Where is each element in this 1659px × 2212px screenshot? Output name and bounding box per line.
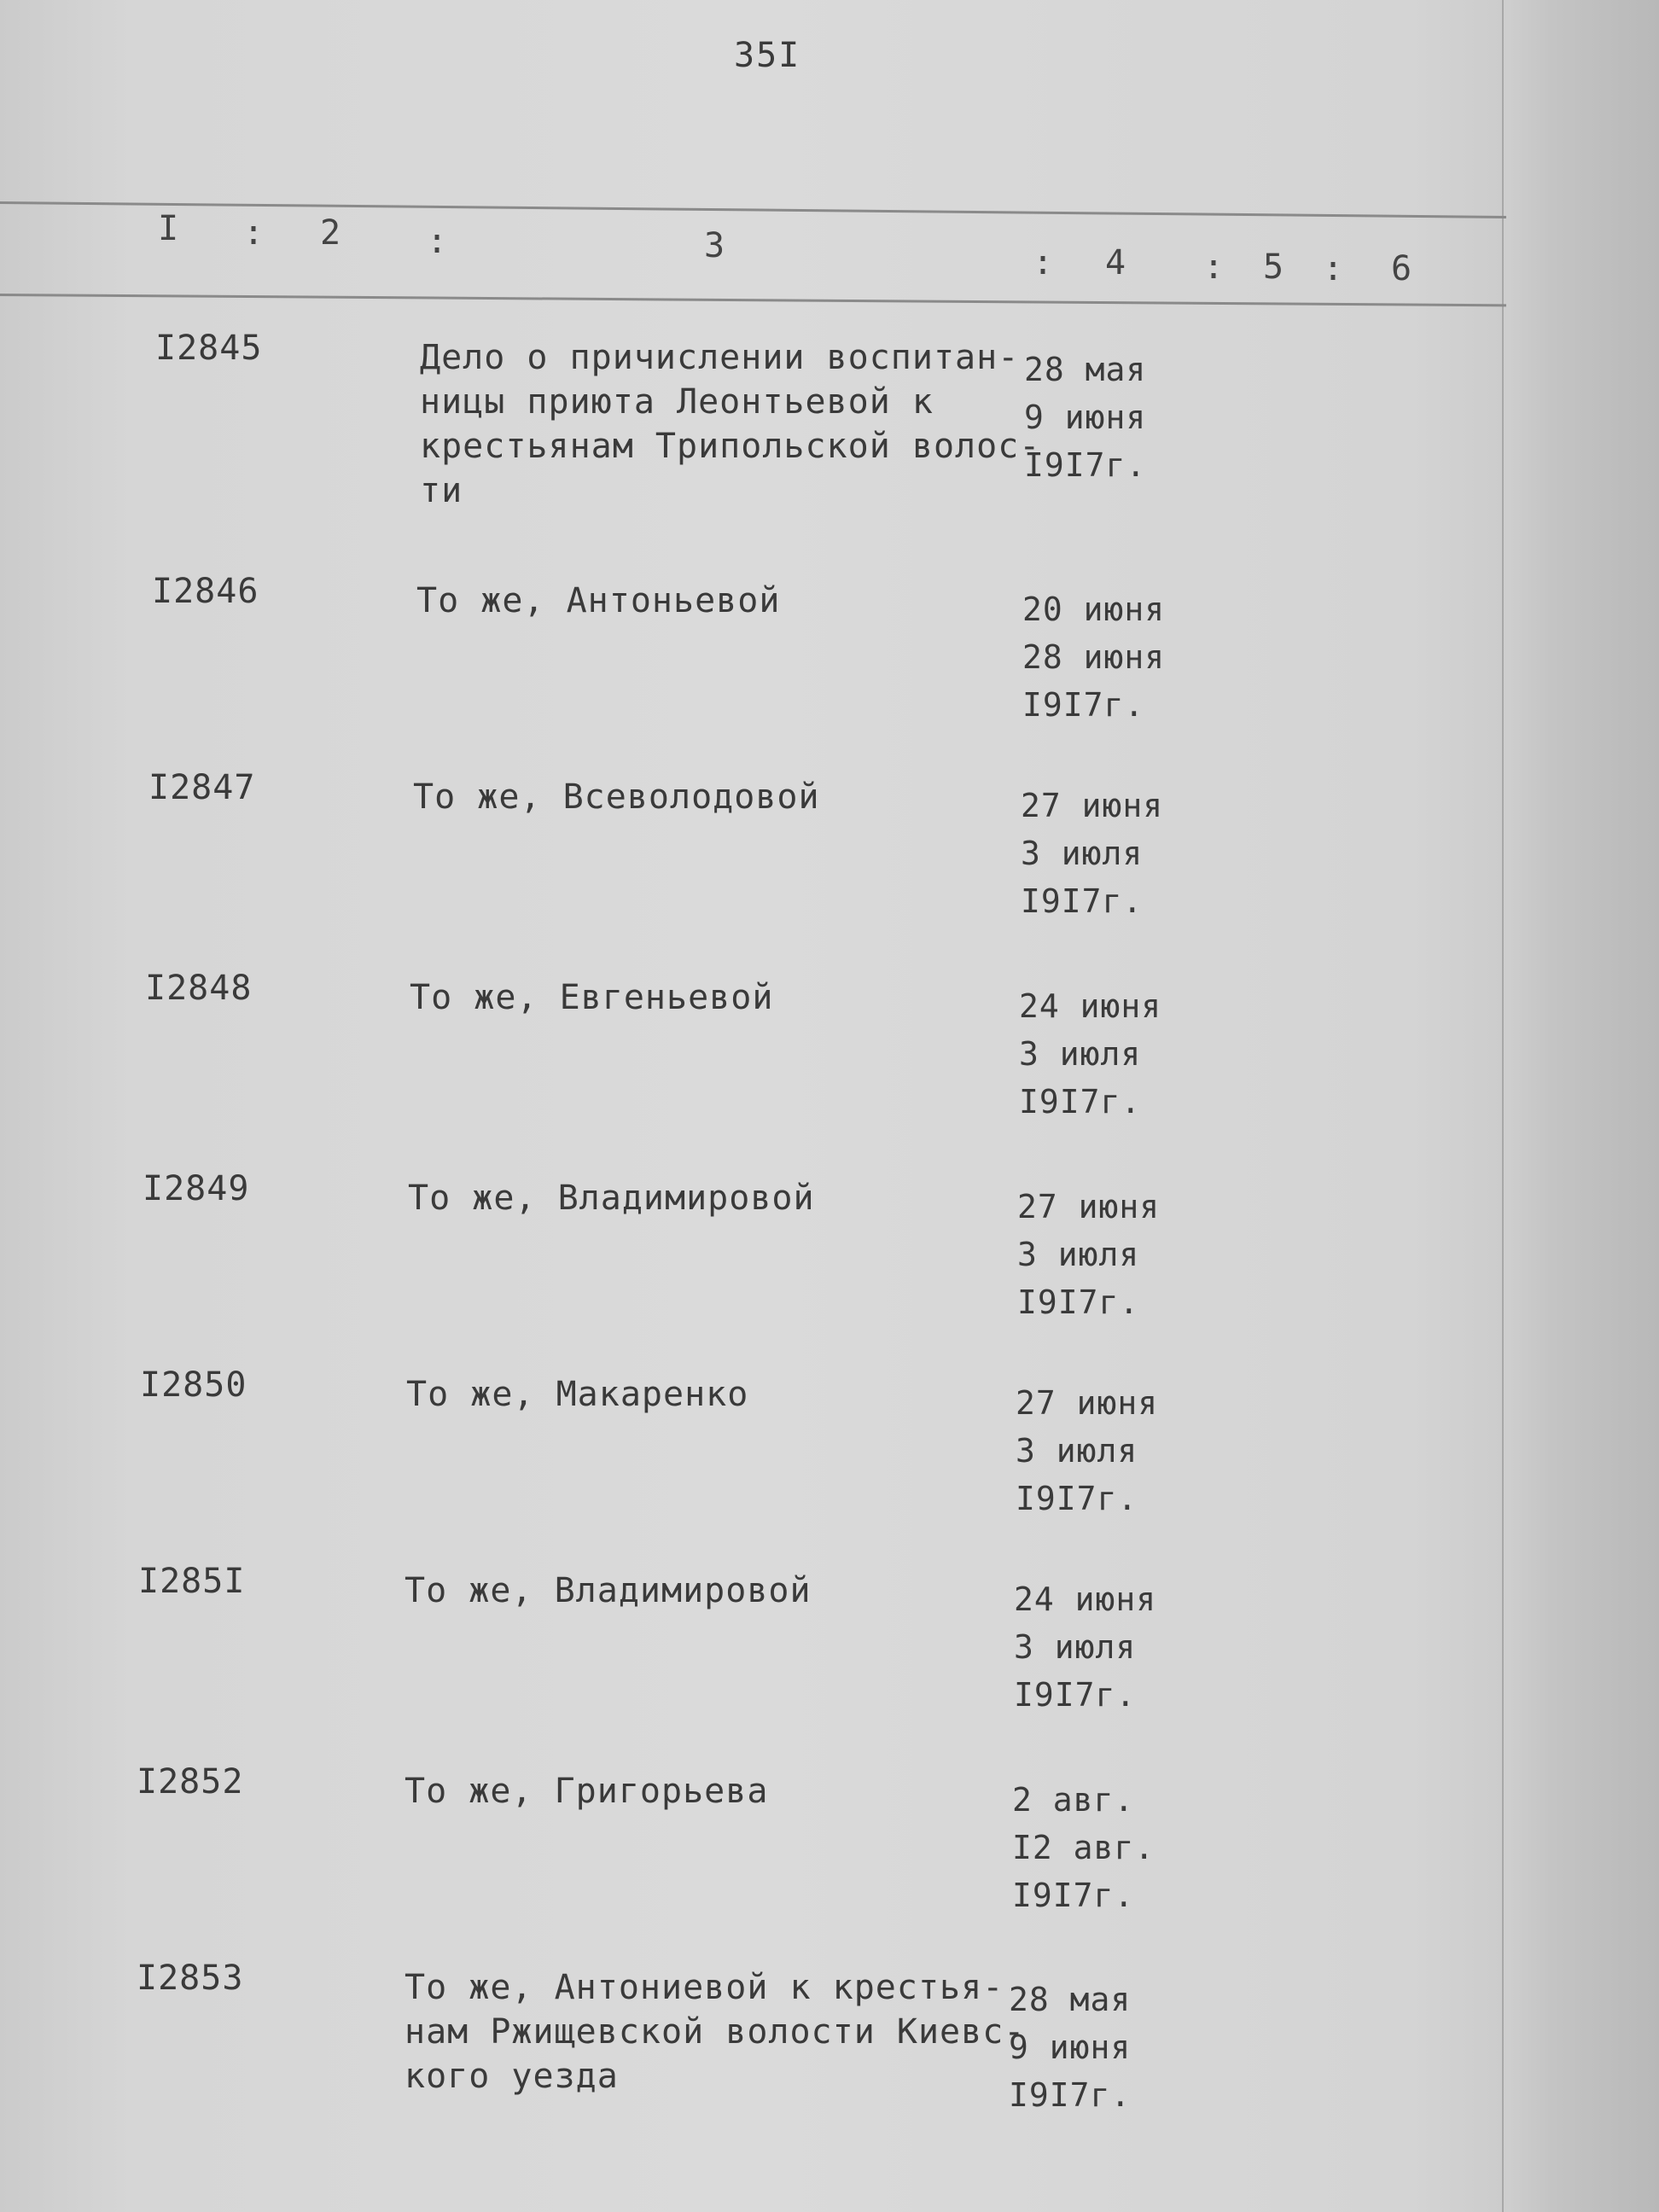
entry-dates	[1022, 585, 1165, 729]
entry-title-line: нам Ржищевской волости Киевс-	[405, 2012, 1026, 2052]
entry-dates	[1009, 1976, 1131, 2119]
entry-date-line: 28 мая	[1009, 1981, 1132, 2018]
entry-date-line: I9I7г.	[1022, 686, 1145, 724]
entry-title-line: Дело о причислении воспитан-	[420, 338, 1020, 377]
entry-number: I2847	[148, 768, 256, 807]
column-header-col-6: 6	[1391, 249, 1412, 288]
entry-dates	[1019, 982, 1161, 1126]
column-header-sep-1: :	[243, 213, 265, 253]
entry-date-line: I2 авг.	[1012, 1829, 1155, 1866]
column-header-col-1: I	[158, 209, 179, 248]
entry-date-line: 3 июля	[1017, 1236, 1140, 1273]
entry-date-line: 3 июля	[1016, 1432, 1138, 1470]
page-number: 35I	[734, 36, 801, 75]
entry-number: I2845	[155, 329, 263, 368]
column-header-col-5: 5	[1263, 247, 1284, 287]
column-header-sep-5: :	[1323, 249, 1344, 288]
entry-date-line: I9I7г.	[1017, 1284, 1140, 1321]
entry-number: I2850	[140, 1365, 247, 1405]
sheet-edge	[1502, 0, 1659, 2212]
column-header-col-3: 3	[704, 226, 725, 265]
entry-number: I2849	[143, 1169, 250, 1208]
entry-dates	[1017, 1183, 1160, 1326]
entry-title	[406, 1372, 748, 1417]
entry-number: I2848	[145, 969, 253, 1008]
entry-title	[405, 1569, 812, 1613]
entry-date-line: 28 июня	[1022, 638, 1166, 676]
entry-date-line: I9I7г.	[1009, 2076, 1132, 2114]
entry-date-line: I9I7г.	[1016, 1480, 1138, 1517]
entry-dates	[1024, 346, 1146, 489]
entry-title	[413, 775, 820, 819]
column-header-col-4: 4	[1105, 243, 1126, 282]
column-header-col-2: 2	[320, 213, 341, 253]
column-header-sep-3: :	[1033, 243, 1054, 282]
header-rule-top	[0, 201, 1506, 218]
entry-title-line: ти	[420, 471, 463, 510]
entry-title	[405, 1965, 1025, 2098]
entry-date-line: I9I7г.	[1014, 1676, 1137, 1714]
entry-title-line: кого уезда	[405, 2057, 619, 2096]
entry-date-line: 3 июля	[1014, 1628, 1137, 1666]
entry-title-line: То же, Евгеньевой	[410, 978, 774, 1017]
entry-date-line: I9I7г.	[1021, 882, 1144, 920]
entry-date-line: 2 авг.	[1012, 1781, 1135, 1819]
entry-date-line: 24 июня	[1014, 1580, 1157, 1618]
entry-date-line: 27 июня	[1016, 1384, 1159, 1422]
entry-title	[410, 975, 773, 1020]
entry-title-line: То же, Владимировой	[405, 1571, 812, 1610]
entry-title	[405, 1769, 768, 1813]
column-header-sep-4: :	[1203, 247, 1225, 287]
entry-date-line: 27 июня	[1017, 1188, 1161, 1225]
entry-dates	[1021, 782, 1163, 925]
entry-date-line: 3 июля	[1019, 1035, 1142, 1073]
entry-title-line: То же, Григорьева	[405, 1772, 769, 1811]
entry-date-line: I9I7г.	[1012, 1877, 1135, 1914]
column-header-sep-2: :	[427, 222, 448, 261]
entry-number: I285I	[138, 1562, 246, 1601]
entry-dates	[1012, 1776, 1155, 1919]
header-rule-bottom	[0, 294, 1506, 306]
entry-title-line: То же, Макаренко	[406, 1375, 749, 1414]
entry-date-line: I9I7г.	[1024, 446, 1147, 484]
entry-title-line: крестьянам Трипольской волос-	[420, 427, 1041, 466]
entry-title-line: То же, Антониевой к крестья-	[405, 1968, 1004, 2007]
entry-date-line: 9 июня	[1009, 2029, 1132, 2066]
entry-title-line: То же, Владимировой	[408, 1179, 815, 1218]
entry-date-line: 20 июня	[1022, 591, 1166, 628]
entry-date-line: 3 июля	[1021, 835, 1144, 872]
entry-date-line: 9 июня	[1024, 399, 1147, 436]
entry-dates	[1016, 1379, 1158, 1522]
entry-date-line: I9I7г.	[1019, 1083, 1142, 1121]
entry-title	[420, 335, 1040, 513]
entry-date-line: 24 июня	[1019, 987, 1162, 1025]
entry-number: I2853	[137, 1959, 244, 1998]
entry-number: I2852	[137, 1762, 244, 1802]
entry-title	[416, 579, 780, 623]
entry-title	[408, 1176, 815, 1220]
entry-title-line: То же, Всеволодовой	[413, 777, 820, 817]
entry-dates	[1014, 1575, 1156, 1719]
entry-number: I2846	[152, 572, 259, 611]
entry-date-line: 28 мая	[1024, 351, 1147, 388]
entry-title-line: ницы приюта Леонтьевой к	[420, 382, 934, 422]
entry-date-line: 27 июня	[1021, 787, 1164, 824]
entry-title-line: То же, Антоньевой	[416, 581, 781, 620]
